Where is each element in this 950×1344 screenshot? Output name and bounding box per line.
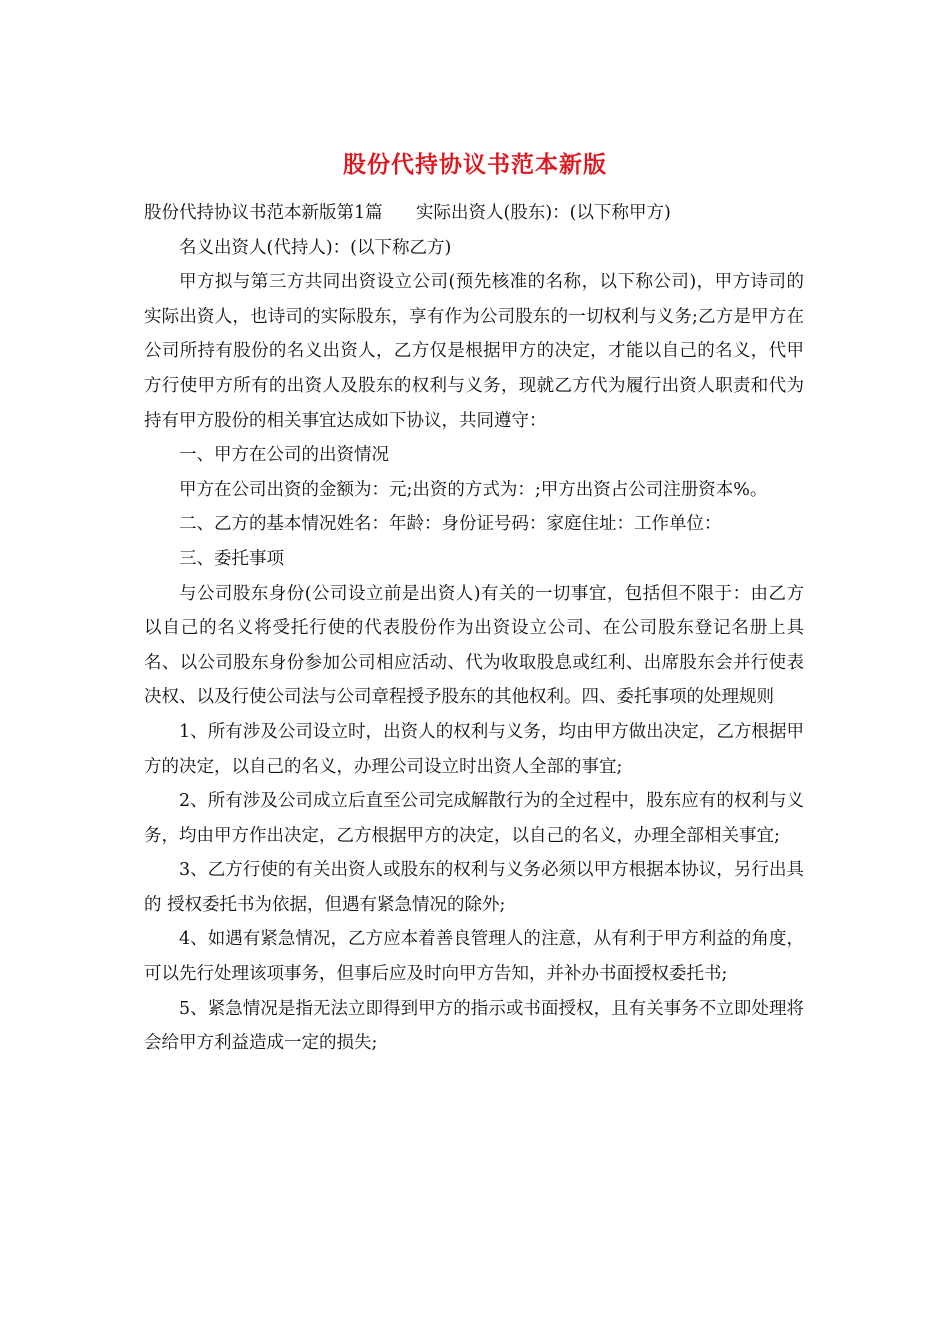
section-heading-1: 一、甲方在公司的出资情况 (179, 445, 389, 466)
document-title: 股份代持协议书范本新版 (343, 151, 607, 178)
list-item-3: 3、乙方行使的有关出资人或股东的权利与义务必须以甲方根据本协议，另行出具的 授权委托书为依据，但遇有紧急情况的除外; (144, 860, 804, 915)
list-item-2: 2、所有涉及公司成立后直至公司完成解散行为的全过程中，股东应有的权利与义务，均由甲方作出决定，乙方根据甲方的决定，以自己的名义，办理全部相关事宜; (144, 791, 804, 846)
list-item-5: 5、紧急情况是指无法立即得到甲方的指示或书面授权，且有关事务不立即处理将会给甲方利益造成一定的损失; (144, 998, 804, 1054)
paragraph-entrusted-matters: 与公司股东身份(公司设立前是出资人)有关的一切事宜，包括但不限于：由乙方以自己的名义将受托行使的代表股份作为出资设立公司、在公司股东登记名册上具名、以公司股东身份参加公司相应活动、代为收取股息或红利、出席股东会并行使表决权、以及行使公司法与公司章程授予股东的其他权利。四、委托事项的处理规则 (144, 583, 804, 708)
paragraph-preamble: 甲方拟与第三方共同出资设立公司(预先核准的名称，以下称公司)，甲方诗司的实际出资人，也诗司的实际股东，享有作为公司股东的一切权利与义务;乙方是甲方在公司所持有股份的名义出资人，乙方仅是根据甲方的决定，才能以自己的名义，代甲方行使甲方所有的出资人及股东的权利与义务，现就乙方代为履行出资人职责和代为持有甲方股份的相关事宜达成如下协议，共同遵守： (144, 272, 804, 431)
paragraph-intro: 股份代持协议书范本新版第1篇 实际出资人(股东)：(以下称甲方) (144, 203, 671, 223)
paragraph-nominal-holder: 名义出资人(代持人)：(以下称乙方) (179, 237, 452, 258)
section-heading-3: 三、委托事项 (179, 548, 284, 569)
document-body (144, 196, 804, 1061)
list-item-4: 4、如遇有紧急情况，乙方应本着善良管理人的注意，从有利于甲方利益的角度，可以先行处理该项事务，但事后应及时向甲方告知，并补办书面授权委托书; (144, 929, 804, 985)
paragraph-contribution: 甲方在公司出资的金额为：元;出资的方式为：;甲方出资占公司注册资本%。 (179, 479, 768, 500)
list-item-1: 1、所有涉及公司设立时，出资人的权利与义务，均由甲方做出决定，乙方根据甲方的决定，以自己的名义，办理公司设立时出资人全部的事宜; (144, 721, 804, 777)
section-heading-2: 二、乙方的基本情况姓名：年龄：身份证号码：家庭住址：工作单位： (179, 514, 722, 535)
